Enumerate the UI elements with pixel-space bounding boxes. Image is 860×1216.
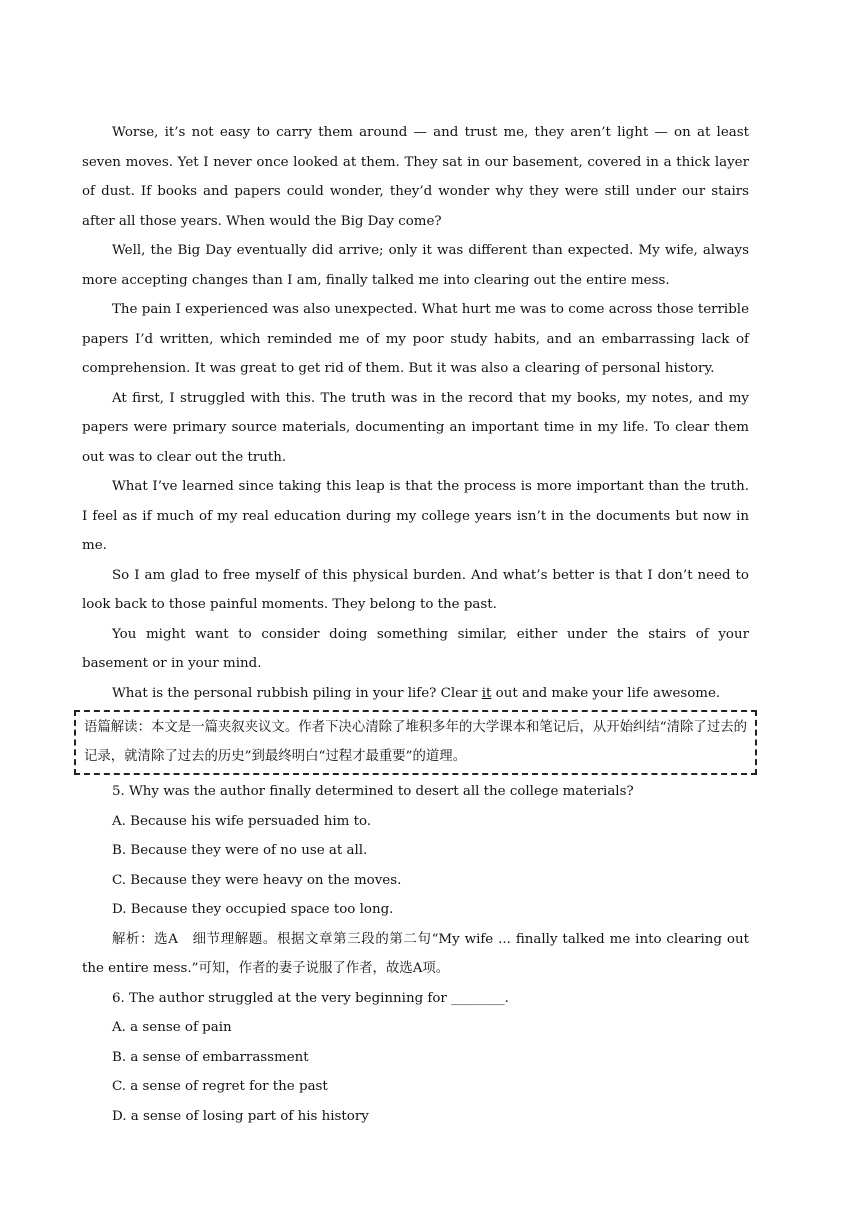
paragraph: Well, the Big Day eventually did arrive; only it was different than expected. My wife, always more accepting changes than I am, finally talked me into clearing out the entire mess. — [82, 243, 749, 288]
passage — [82, 118, 749, 708]
last-sentence-before: What is the personal rubbish piling in your life? Clear — [112, 685, 482, 701]
discourse-analysis-box — [74, 710, 757, 775]
option-d: D. a sense of losing part of his history — [112, 1108, 369, 1124]
paragraph: The pain I experienced was also unexpected. What hurt me was to come across those terrible papers I’d written, which reminded me of my poor study habits, and an embarrassing lack of comprehension. It was great to get rid of them. But it was also a clearing of personal history. — [82, 302, 749, 376]
paragraph-last — [82, 679, 749, 709]
question-stem: 6. The author struggled at the very beginning for ________. — [112, 990, 509, 1006]
option-c: C. Because they were heavy on the moves. — [112, 872, 402, 888]
option-c: C. a sense of regret for the past — [112, 1079, 328, 1094]
option-b: B. Because they were of no use at all. — [112, 843, 368, 858]
question-stem: 5. Why was the author finally determined to desert all the college materials? — [112, 784, 634, 799]
paragraph: At first, I struggled with this. The truth was in the record that my books, my notes, and my papers were primary source materials, documenting an important time in my life. To clear them out was to clear out the truth. — [82, 390, 749, 465]
paragraph: What I’ve learned since taking this leap is that the process is more important than the truth. I feel as if much of my real education during my college years isn’t in the documents but now in me. — [82, 479, 749, 553]
option-b: B. a sense of embarrassment — [112, 1049, 309, 1065]
paragraph: So I am glad to free myself of this physical burden. And what’s better is that I don’t need to look back to those painful moments. They belong to the past. — [82, 567, 749, 612]
paragraph: Worse, it’s not easy to carry them around — and trust me, they aren’t light — on at least seven moves. Yet I never once looked at them. They sat in our basement, covered in a thick layer of dust. If books and papers could wonder, they’d wonder why they were still under our stairs after all those years. When would the Big Day come? — [82, 125, 749, 229]
option-a: A. a sense of pain — [112, 1020, 232, 1035]
option-a: A. Because his wife persuaded him to. — [112, 813, 372, 829]
answer-explanation: 解析：选A 细节理解题。根据文章第三段的第二句“My wife ... finally talked me into clearing out the entire mess.”可知，作者的妻子说服了作者，故选A项。 — [82, 931, 749, 976]
question-5 — [82, 777, 749, 984]
document-page — [82, 118, 749, 1131]
underlined-word: it — [481, 685, 492, 701]
question-6 — [82, 984, 749, 1132]
option-d: D. Because they occupied space too long. — [112, 902, 394, 917]
paragraph: You might want to consider doing something similar, either under the stairs of your basement or in your mind. — [82, 626, 749, 671]
analysis-text: 语篇解读：本文是一篇夹叙夹议文。作者下决心清除了堆积多年的大学课本和笔记后，从开始纠结“清除了过去的记录，就清除了过去的历史”到最终明白“过程才最重要”的道理。 — [84, 720, 747, 764]
last-sentence-after: out and make your life awesome. — [491, 685, 721, 701]
